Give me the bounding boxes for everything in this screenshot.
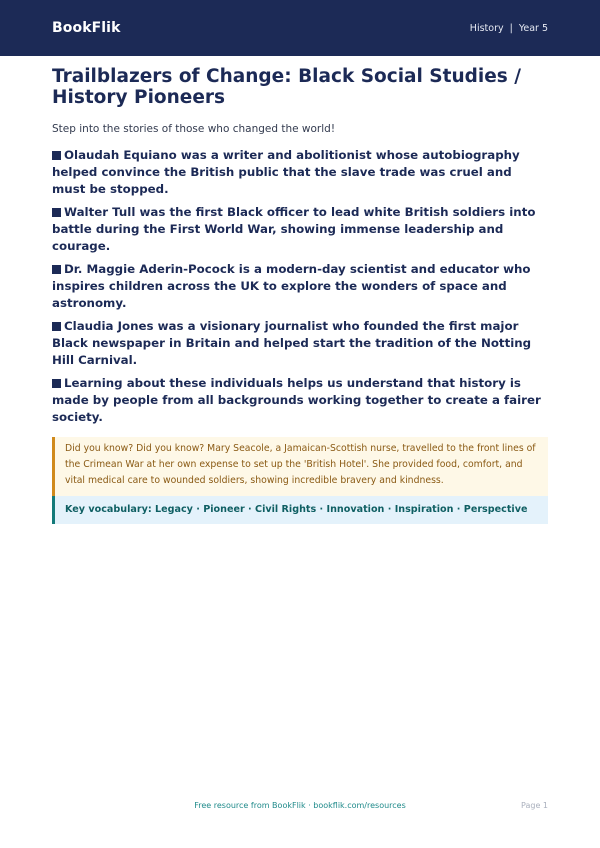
- main-content: [52, 66, 548, 524]
- footer-source-link[interactable]: Free resource from BookFlik · bookflik.com/resources: [194, 801, 406, 810]
- page-header: [0, 0, 600, 56]
- list-item: [52, 261, 548, 312]
- square-bullet-icon: [52, 151, 61, 160]
- subject-label: History: [469, 22, 504, 34]
- list-item: [52, 318, 548, 369]
- list-item: [52, 375, 548, 426]
- page-title: Trailblazers of Change: Black Social Studies / History Pioneers: [52, 66, 521, 108]
- point-text: Claudia Jones was a visionary journalist who founded the first major Black newspaper in Britain and helped start the tradition of the Notting Hill Carnival.: [52, 319, 532, 367]
- point-text: Walter Tull was the first Black officer to lead white British soldiers into battle during the First World War, showing immense leadership and courage.: [52, 205, 536, 253]
- list-item: [52, 147, 548, 198]
- did-you-know-box: Did you know? Did you know? Mary Seacole, a Jamaican-Scottish nurse, travelled to the front lines of the Crimean War at her own expense to set up the 'British Hotel'. She provided food, comfort, and vital medical care to wounded soldiers, showing incredible bravery and kindness.: [52, 437, 548, 496]
- page-footer: [52, 801, 548, 815]
- square-bullet-icon: [52, 322, 61, 331]
- square-bullet-icon: [52, 379, 61, 388]
- intro-text: Step into the stories of those who changed the world!: [52, 123, 336, 135]
- year-label: Year 5: [518, 22, 548, 34]
- page-number: Page 1: [521, 801, 548, 810]
- point-text: Learning about these individuals helps us understand that history is made by people from all backgrounds working together to create a fairer society.: [52, 376, 541, 424]
- key-vocabulary-box: Key vocabulary: Legacy · Pioneer · Civil Rights · Innovation · Inspiration · Perspective: [52, 496, 548, 524]
- key-points-list: [52, 147, 548, 426]
- list-item: [52, 204, 548, 255]
- header-meta: [470, 23, 548, 34]
- square-bullet-icon: [52, 208, 61, 217]
- point-text: Olaudah Equiano was a writer and abolitionist whose autobiography helped convince the British public that the slave trade was cruel and must be stopped.: [52, 148, 520, 196]
- meta-separator: |: [509, 22, 513, 34]
- square-bullet-icon: [52, 265, 61, 274]
- point-text: Dr. Maggie Aderin-Pocock is a modern-day scientist and educator who inspires children across the UK to explore the wonders of space and astronomy.: [52, 262, 531, 310]
- brand-logo[interactable]: BookFlik: [52, 20, 121, 36]
